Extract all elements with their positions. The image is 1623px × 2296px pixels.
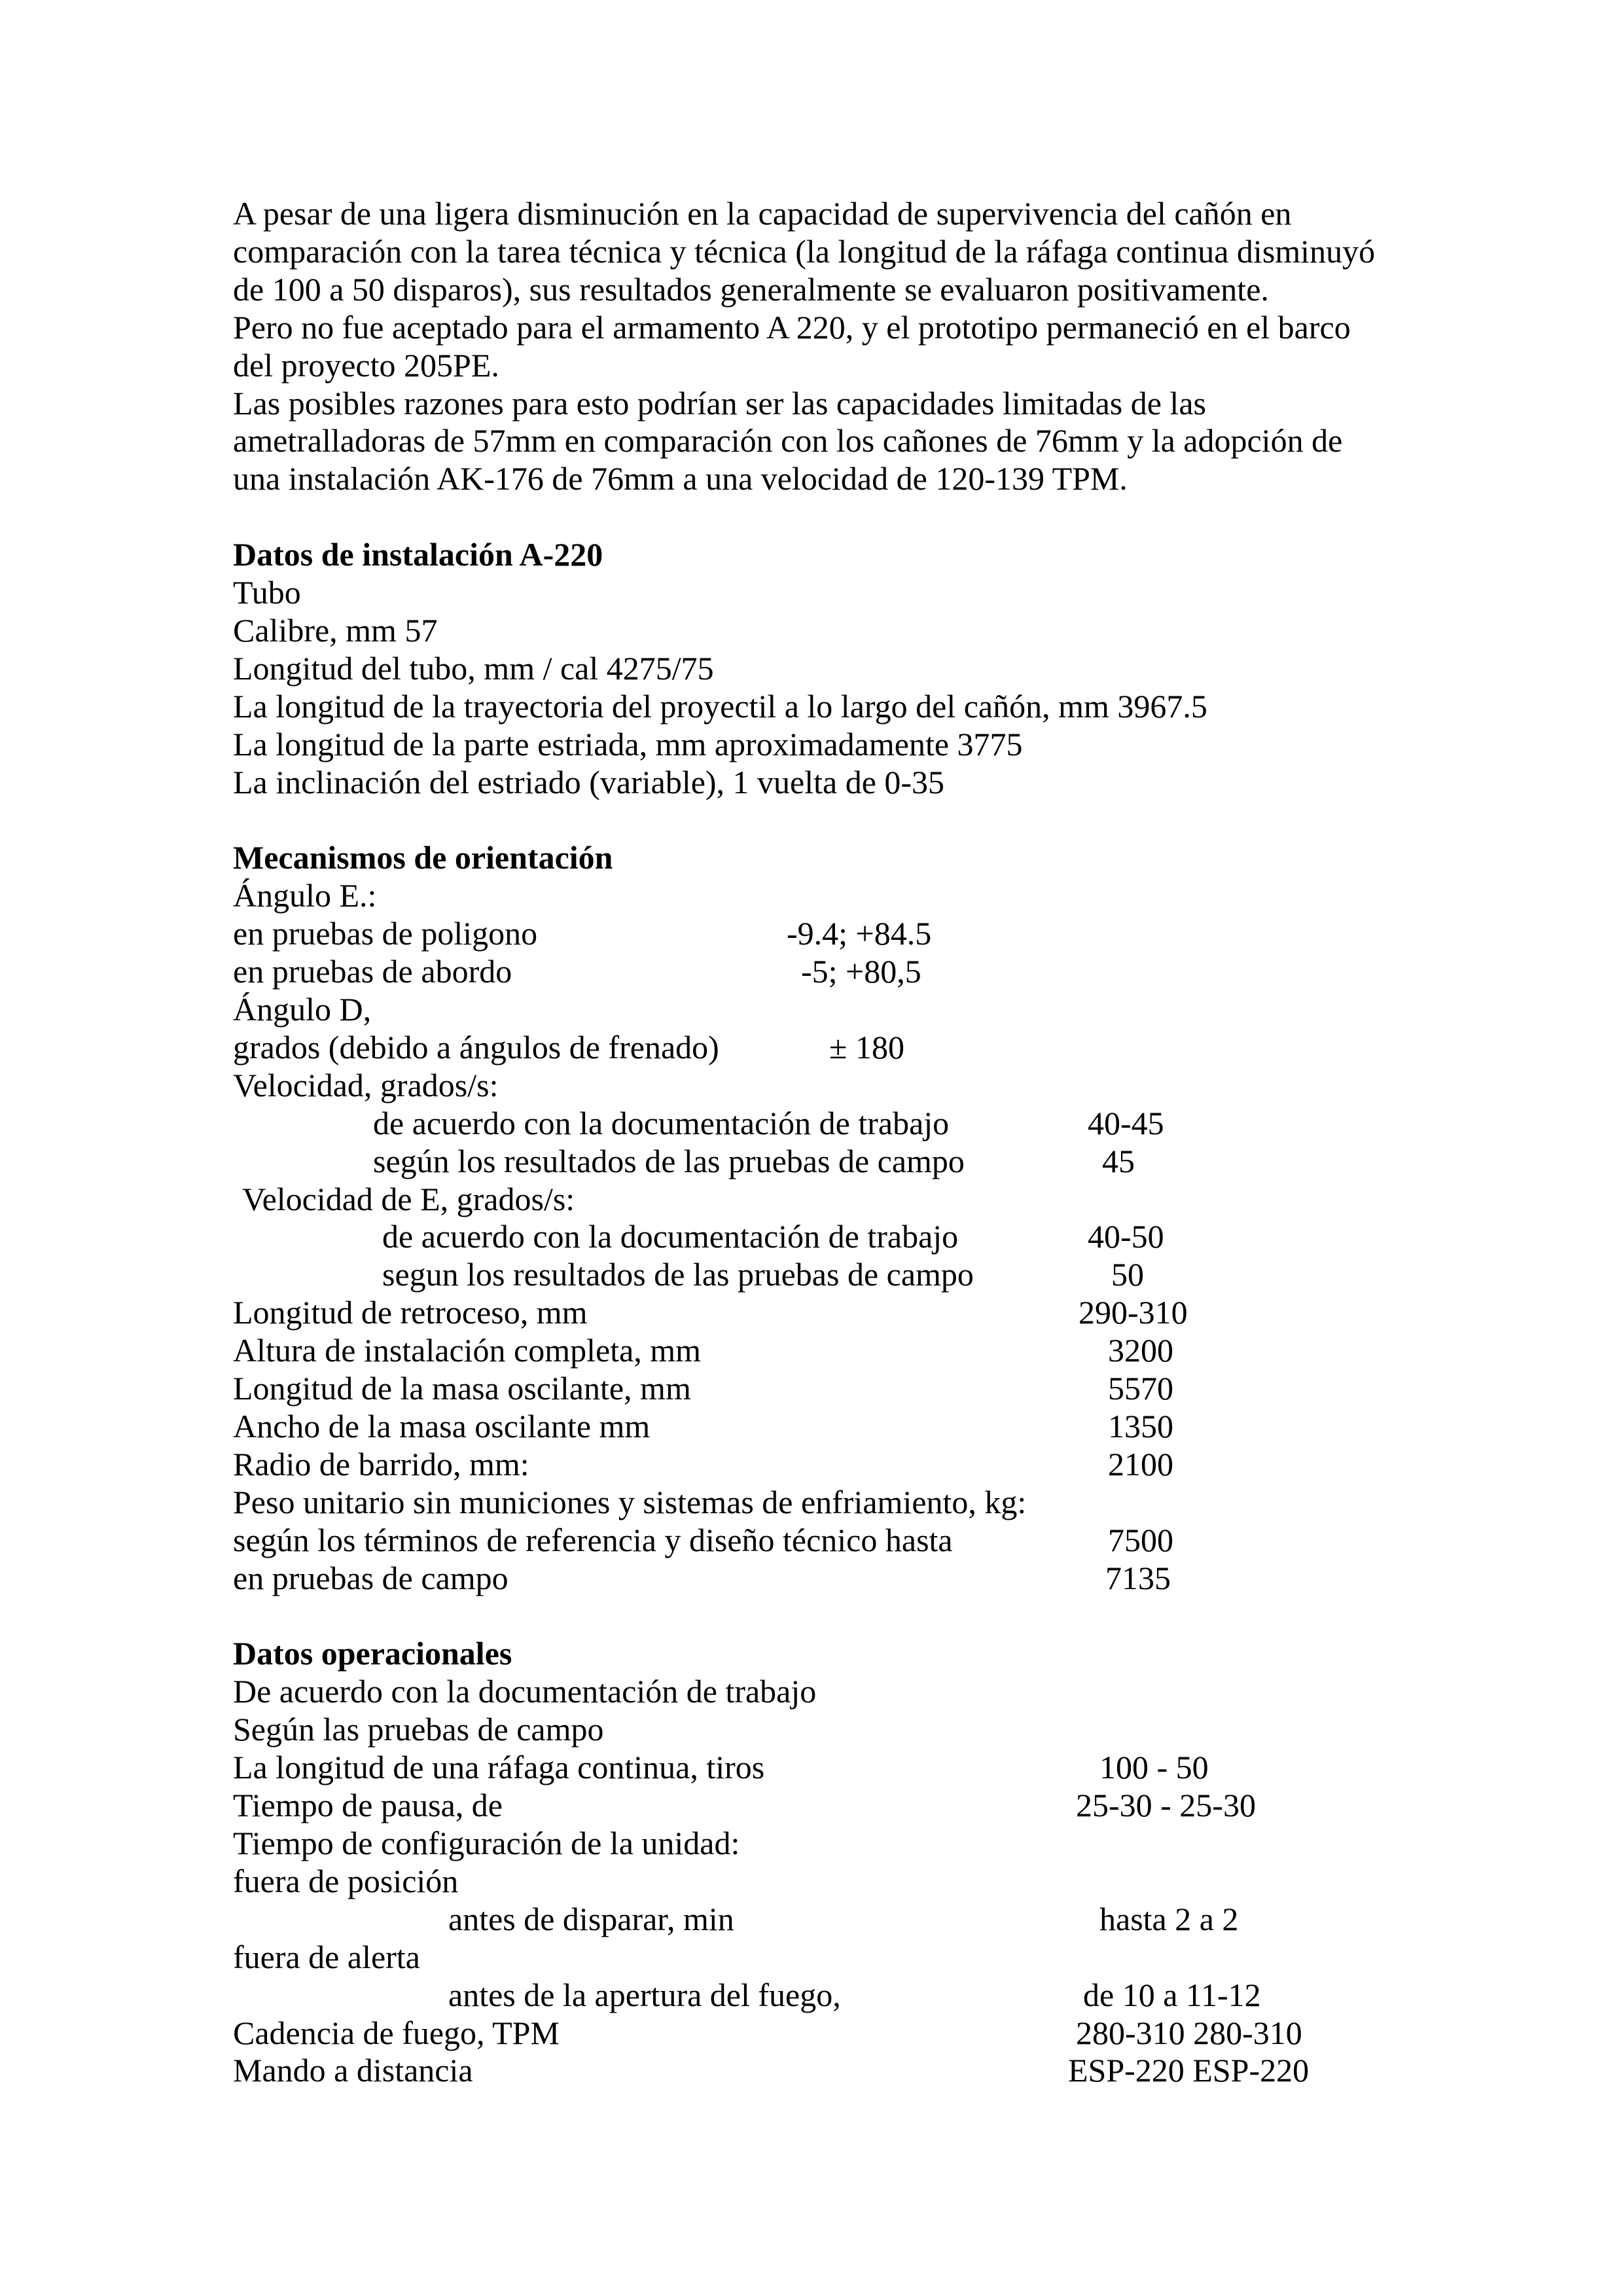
operational-row: antes de la apertura del fuego, de 10 a 11-12 — [448, 1976, 1261, 2013]
orientation-value: 40-50 — [1088, 1218, 1164, 1255]
orientation-row: Radio de barrido, mm: 2100 — [233, 1445, 1173, 1482]
orientation-row: Ancho de la masa oscilante mm 1350 — [233, 1408, 1173, 1444]
operational-row: Tiempo de configuración de la unidad: — [233, 1824, 740, 1861]
orientation-row: según los resultados de las pruebas de campo 45 — [373, 1142, 1135, 1179]
operational-row: De acuerdo con la documentación de trabajo — [233, 1673, 817, 1710]
blank-line — [233, 802, 1516, 840]
orientation-value: 5570 — [1108, 1370, 1173, 1407]
intro-line: Las posibles razones para esto podrían ser las capacidades limitadas de las — [233, 384, 1206, 422]
blank-line — [233, 498, 1516, 536]
installation-line: La longitud de la trayectoria del proyectil a lo largo del cañón, mm 3967.5 — [233, 687, 1207, 725]
operational-row: Tiempo de pausa, de 25-30 - 25-30 — [233, 1787, 1256, 1824]
operational-row: Mando a distancia ESP-220 ESP-220 — [233, 2052, 1310, 2089]
operational-section — [233, 1635, 1516, 2090]
intro-line: A pesar de una ligera disminución en la capacidad de supervivencia del cañón en — [233, 195, 1292, 232]
intro-line: de 100 a 50 disparos), sus resultados generalmente se evaluaron positivamente. — [233, 270, 1269, 308]
orientation-value: 3200 — [1108, 1332, 1173, 1369]
orientation-row: Altura de instalación completa, mm 3200 — [233, 1332, 1173, 1369]
orientation-value: 7500 — [1108, 1521, 1173, 1558]
operational-value: hasta 2 a 2 — [1099, 1900, 1239, 1937]
orientation-row: Ángulo D, — [233, 991, 372, 1028]
operational-row: antes de disparar, min hasta 2 a 2 — [448, 1900, 1239, 1937]
installation-heading: Datos de instalación A-220 — [233, 536, 603, 573]
orientation-row: Peso unitario sin municiones y sistemas de enfriamiento, kg: — [233, 1483, 1027, 1520]
orientation-value: 1350 — [1108, 1408, 1173, 1444]
orientation-value: 2100 — [1108, 1445, 1173, 1482]
orientation-value: ± 180 — [829, 1028, 904, 1066]
orientation-value: 7135 — [1105, 1559, 1171, 1596]
orientation-row: de acuerdo con la documentación de trabajo 40-50 — [382, 1218, 1164, 1255]
orientation-row: Longitud de la masa oscilante, mm 5570 — [233, 1370, 1173, 1407]
blank-line — [233, 1598, 1516, 1636]
orientation-value: -5; +80,5 — [801, 953, 921, 990]
intro-line: una instalación AK-176 de 76mm a una velocidad de 120-139 TPM. — [233, 460, 1128, 497]
intro-line: comparación con la tarea técnica y técnica (la longitud de la ráfaga continua disminuyó — [233, 232, 1376, 270]
orientation-row: Longitud de retroceso, mm 290-310 — [233, 1294, 1188, 1331]
document-page — [233, 195, 1516, 2090]
orientation-row: de acuerdo con la documentación de trabajo 40-45 — [373, 1104, 1164, 1141]
orientation-value: 50 — [1111, 1256, 1144, 1293]
orientation-value: 290-310 — [1079, 1294, 1188, 1331]
intro-line: ametralladoras de 57mm en comparación con los cañones de 76mm y la adopción de — [233, 422, 1343, 459]
installation-line: La longitud de la parte estriada, mm aproximadamente 3775 — [233, 725, 1023, 762]
operational-value: de 10 a 11-12 — [1083, 1976, 1261, 2013]
orientation-row: en pruebas de abordo -5; +80,5 — [233, 953, 921, 990]
operational-value: 25-30 - 25-30 — [1076, 1787, 1256, 1824]
installation-line: La inclinación del estriado (variable), 1 vuelta de 0-35 — [233, 763, 945, 800]
operational-heading: Datos operacionales — [233, 1635, 512, 1672]
operational-value: ESP-220 ESP-220 — [1068, 2052, 1310, 2089]
operational-row: La longitud de una ráfaga continua, tiros 100 - 50 — [233, 1749, 1209, 1786]
orientation-row: en pruebas de poligono -9.4; +84.5 — [233, 915, 932, 952]
orientation-row: segun los resultados de las pruebas de campo 50 — [382, 1256, 1144, 1293]
orientation-value: 45 — [1102, 1142, 1135, 1179]
orientation-row: según los términos de referencia y diseño técnico hasta 7500 — [233, 1521, 1173, 1558]
operational-row: fuera de posición — [233, 1862, 459, 1899]
orientation-row: Ángulo E.: — [233, 877, 377, 914]
intro-line: del proyecto 205PE. — [233, 346, 499, 384]
orientation-row: en pruebas de campo 7135 — [233, 1559, 1171, 1596]
intro-paragraph — [233, 195, 1516, 498]
installation-line: Calibre, mm 57 — [233, 611, 438, 649]
installation-line: Tubo — [233, 574, 301, 611]
installation-section — [233, 536, 1516, 801]
operational-value: 280-310 280-310 — [1076, 2014, 1302, 2051]
orientation-heading: Mecanismos de orientación — [233, 839, 613, 876]
operational-value: 100 - 50 — [1099, 1749, 1209, 1786]
orientation-section — [233, 839, 1516, 1597]
orientation-value: 40-45 — [1088, 1104, 1164, 1141]
orientation-row: Velocidad de E, grados/s: — [242, 1180, 575, 1217]
orientation-value: -9.4; +84.5 — [787, 915, 932, 952]
orientation-row: Velocidad, grados/s: — [233, 1066, 499, 1103]
operational-row: Cadencia de fuego, TPM 280-310 280-310 — [233, 2014, 1302, 2051]
installation-line: Longitud del tubo, mm / cal 4275/75 — [233, 649, 714, 687]
intro-line: Pero no fue aceptado para el armamento A 220, y el prototipo permaneció en el barco — [233, 308, 1351, 346]
operational-row: fuera de alerta — [233, 1938, 420, 1975]
operational-row: Según las pruebas de campo — [233, 1711, 604, 1748]
orientation-row: grados (debido a ángulos de frenado) ± 180 — [233, 1028, 904, 1066]
